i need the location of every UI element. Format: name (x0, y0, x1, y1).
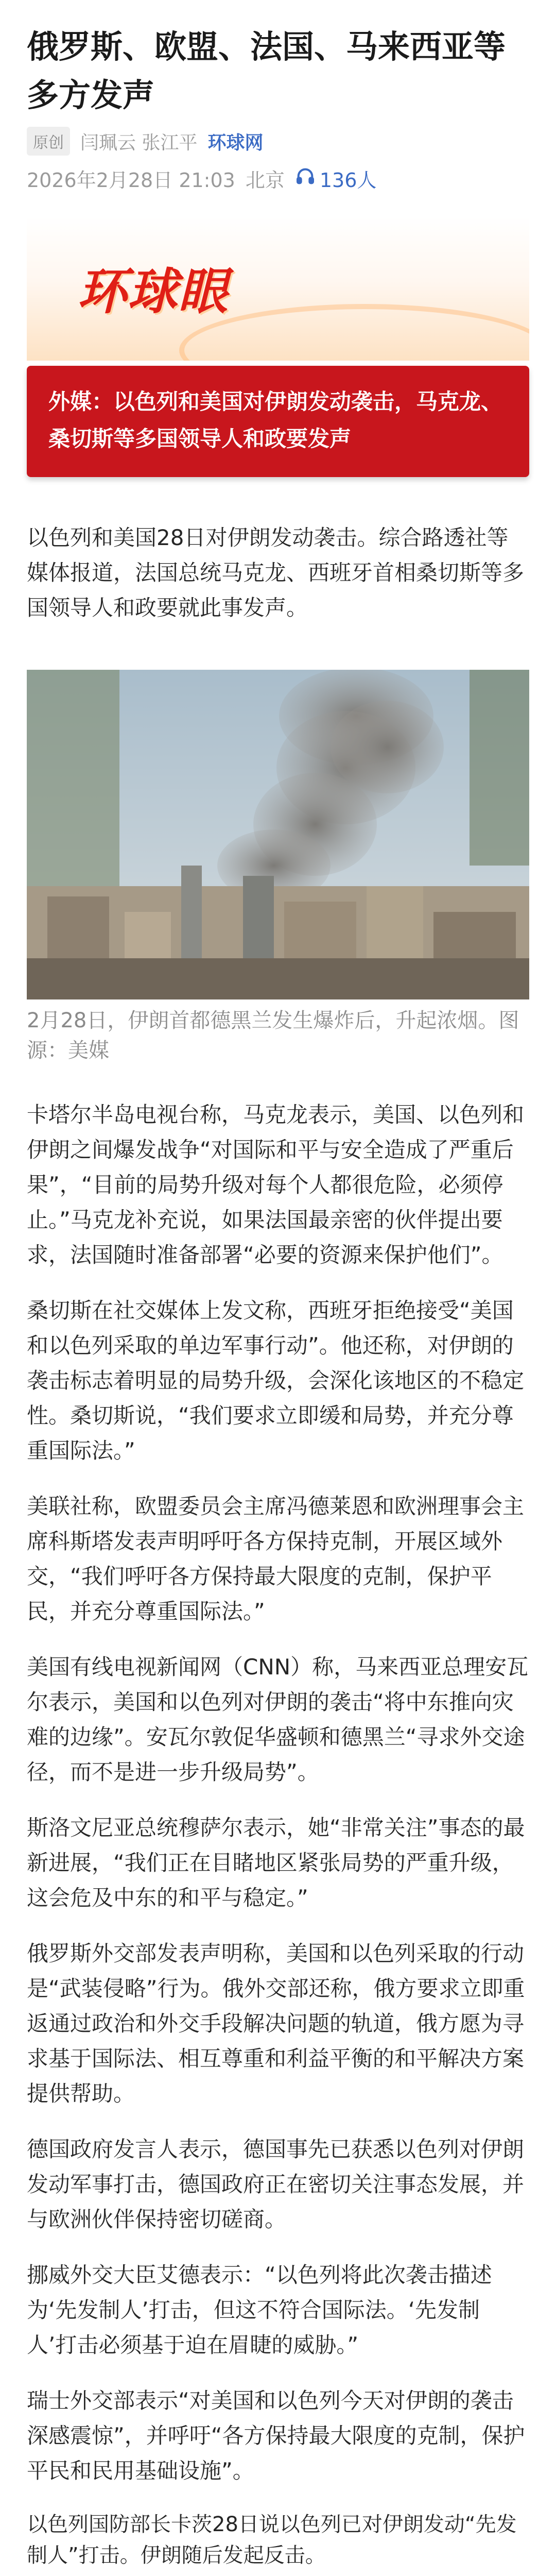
headphones-icon (295, 166, 316, 191)
paragraph-11: 以色列国防部长卡茨28日说以色列已对伊朗发动“先发制人”打击。伊朗随后发起反击。 (27, 2513, 517, 2567)
listen-button[interactable] (295, 164, 377, 193)
column-banner (27, 216, 529, 361)
headline-box: 外媒：以色列和美国对伊朗发动袭击，马克龙、桑切斯等多国领导人和政要发声 (27, 366, 529, 477)
paragraph-10: 瑞士外交部表示“对美国和以色列今天对伊朗的袭击深感震惊”，并呼吁“各方保持最大限度的克制，保护平民和民用基础设施”。 (27, 2388, 525, 2483)
paragraph-7: 俄罗斯外交部发表声明称，美国和以色列采取的行动是“武装侵略”行为。俄外交部还称，俄方要求立即重返通过政治和外交手段解决问题的轨道，俄方愿为寻求基于国际法、相互尊重和利益平衡的和平解决方案提供帮助。 (27, 1941, 525, 2106)
paragraph-6: 斯洛文尼亚总统穆萨尔表示，她“非常关注”事态的最新进展，“我们正在目睹地区紧张局势的严重升级，这会危及中东的和平与稳定。” (27, 1815, 525, 1910)
photo-caption: 2月28日，伊朗首都德黑兰发生爆炸后，升起浓烟。图源：美媒 (27, 1009, 519, 1062)
banner-decoration (179, 304, 529, 361)
news-photo (27, 670, 529, 999)
paragraph-9: 挪威外交大臣艾德表示：“以色列将此次袭击描述为‘先发制人’打击，但这不符合国际法。‘先发制人’打击必须基于迫在眉睫的威胁。” (27, 2262, 492, 2358)
paragraph-1: 以色列和美国28日对伊朗发动袭击。综合路透社等媒体报道，法国总统马克龙、西班牙首相桑切斯等多国领导人和政要就此事发声。 (27, 525, 525, 620)
publish-datetime: 2026年2月28日 21:03 (27, 168, 235, 192)
paragraph-5: 美国有线电视新闻网（CNN）称，马来西亚总理安瓦尔表示，美国和以色列对伊朗的袭击“将中东推向灾难的边缘”。安瓦尔敦促华盛顿和德黑兰“寻求外交途径，而不是进一步升级局势”。 (27, 1654, 529, 1785)
article-title: 俄罗斯、欧盟、法国、马来西亚等多方发声 (27, 28, 506, 114)
author-names: 闫珮云 张江平 (80, 132, 198, 154)
column-logo: 环球眼 (77, 263, 229, 320)
publish-location: 北京 (245, 168, 285, 192)
paragraph-3: 桑切斯在社交媒体上发文称，西班牙拒绝接受“美国和以色列采取的单边军事行动”。他还称，对伊朗的袭击标志着明显的局势升级，会深化该地区的不稳定性。桑切斯说，“我们要求立即缓和局势，并充分尊重国际法。” (27, 1298, 525, 1463)
paragraph-2: 卡塔尔半岛电视台称，马克龙表示，美国、以色列和伊朗之间爆发战争“对国际和平与安全造成了严重后果”，“目前的局势升级对每个人都很危险，必须停止。”马克龙补充说，如果法国最亲密的伙伴提出要求，法国随时准备部署“必要的资源来保护他们”。 (27, 1102, 525, 1267)
article-byline (27, 127, 263, 156)
tehran-smoke-image (27, 670, 529, 999)
source-link[interactable]: 环球网 (207, 132, 264, 154)
paragraph-4: 美联社称，欧盟委员会主席冯德莱恩和欧洲理事会主席科斯塔发表声明呼吁各方保持克制，开展区域外交，“我们呼吁各方保持最大限度的克制，保护平民，并充分尊重国际法。” (27, 1494, 525, 1624)
original-badge: 原创 (27, 127, 70, 156)
paragraph-8: 德国政府发言人表示，德国事先已获悉以色列对伊朗发动军事打击，德国政府正在密切关注事态发展，并与欧洲伙伴保持密切磋商。 (27, 2137, 525, 2232)
listen-count: 136人 (319, 168, 377, 192)
article-meta (27, 164, 376, 193)
